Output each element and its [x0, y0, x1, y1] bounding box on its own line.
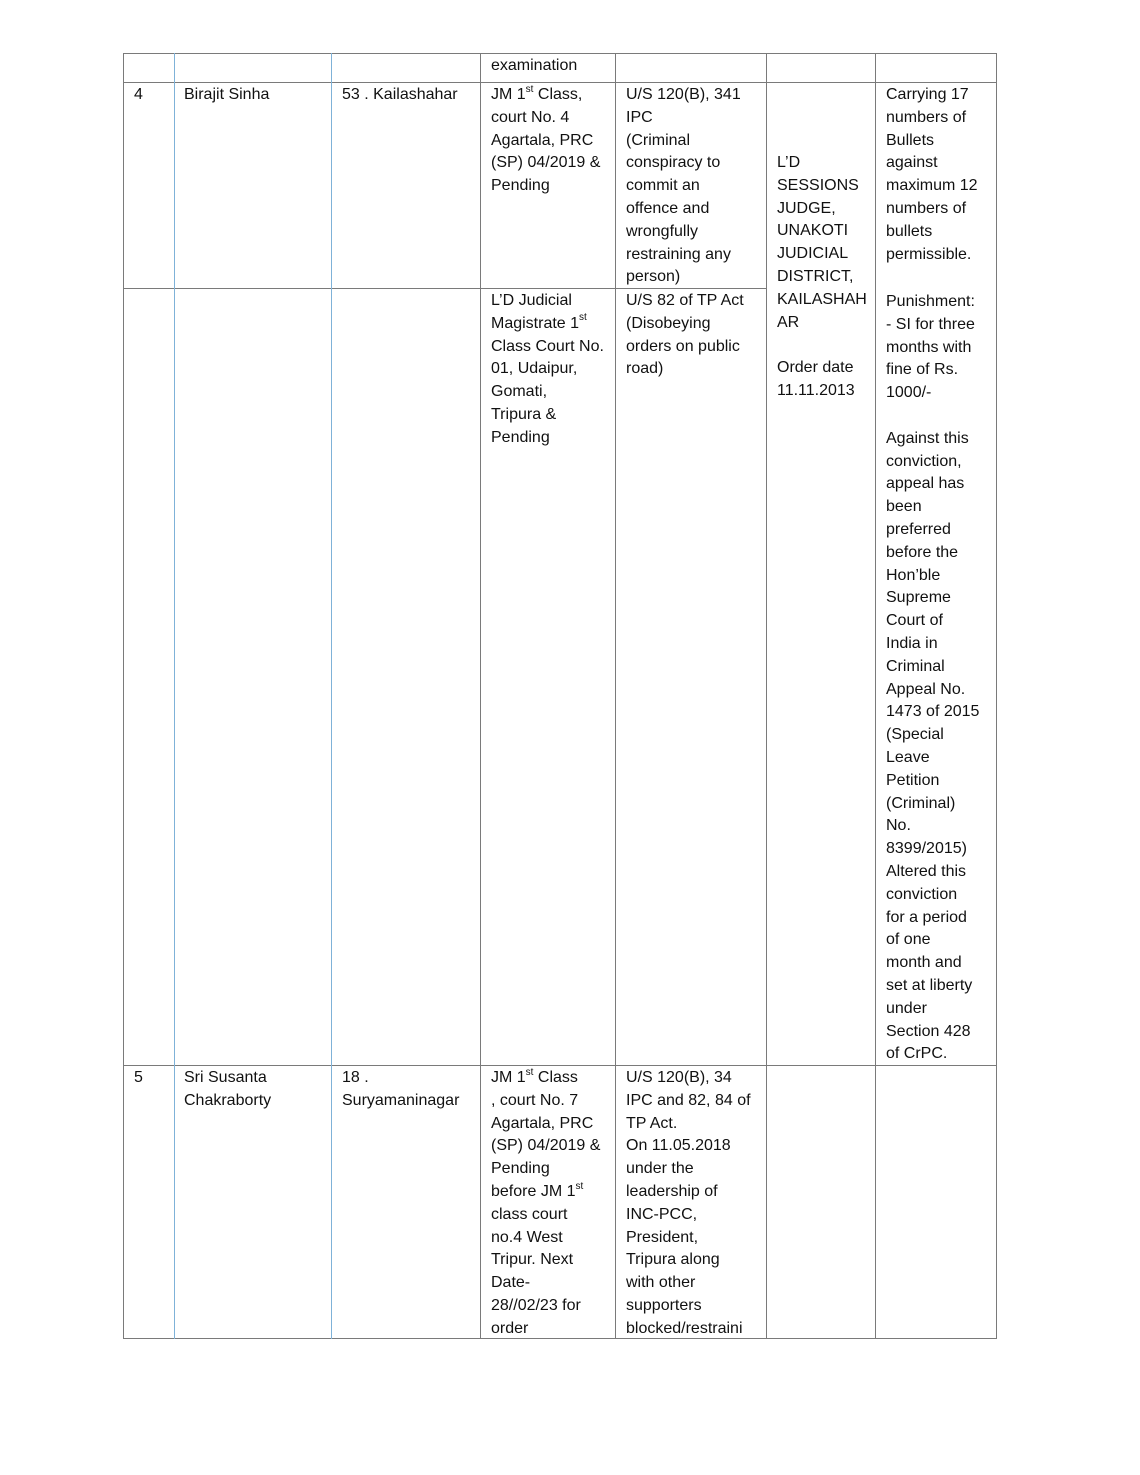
- row-divider: [123, 1065, 997, 1066]
- row4-remarks-bottom: Punishment: - SI for three months with fine of Rs. 1000/- Against this conviction, appeal has been preferred before the Hon’ble Supreme Court of India in Criminal Appeal No. 1473 of 2015 (Special Leave Petition (Criminal) No. 8399/2015) Altered this conviction for a period of one month and set at liberty under Section 428 of CrPC.: [886, 293, 980, 1063]
- row-divider: [123, 82, 997, 83]
- row5-constituency: 18 . Suryamaninagar: [342, 1069, 460, 1109]
- col-border: [480, 53, 481, 1339]
- row4-candidate-name: Birajit Sinha: [184, 86, 270, 103]
- row5-sl-no: 5: [134, 1069, 143, 1086]
- row4-case2-sections: U/S 82 of TP Act (Disobeying orders on public road): [626, 292, 744, 378]
- col-border: [123, 53, 124, 1339]
- row4-convicting-court: L’D SESSIONS JUDGE, UNAKOTI JUDICIAL DISTRICT, KAILASHAH AR Order date 11.11.2013: [777, 154, 867, 399]
- col-border: [875, 53, 876, 1339]
- row4-case1-sections: U/S 120(B), 341 IPC (Criminal conspiracy to commit an offence and wrongfully restraining any person): [626, 86, 741, 286]
- row4-remarks-top: Carrying 17 numbers of Bullets against maximum 12 numbers of bullets permissible.: [886, 86, 978, 263]
- col-border: [615, 53, 616, 1339]
- row5-candidate-name: Sri Susanta Chakraborty: [184, 1069, 272, 1109]
- row4-case2-court: L’D Judicial Magistrate 1st Class Court No. 01, Udaipur, Gomati, Tripura & Pending: [491, 292, 604, 446]
- row4-sl-no: 4: [134, 86, 143, 103]
- row4-constituency: 53 . Kailashahar: [342, 86, 458, 103]
- col-border: [174, 53, 175, 1339]
- table-top-border: [123, 53, 997, 54]
- col-border: [996, 53, 997, 1339]
- row4-case1-court: JM 1st Class, court No. 4 Agartala, PRC (SP) 04/2019 & Pending: [491, 83, 601, 195]
- row5-court: JM 1st Class , court No. 7 Agartala, PRC (SP) 04/2019 & Pending before JM 1st class court no.4 West Tripur. Next Date- 28//02/23 for order: [491, 1066, 601, 1337]
- row5-sections: U/S 120(B), 34 IPC and 82, 84 of TP Act. On 11.05.2018 under the leadership of INC-PCC, President, Tripura along with other supporters blocked/restraini: [626, 1069, 751, 1337]
- col-border: [766, 53, 767, 1339]
- prev-row-court-cell: examination: [491, 57, 578, 74]
- col-border: [331, 53, 332, 1339]
